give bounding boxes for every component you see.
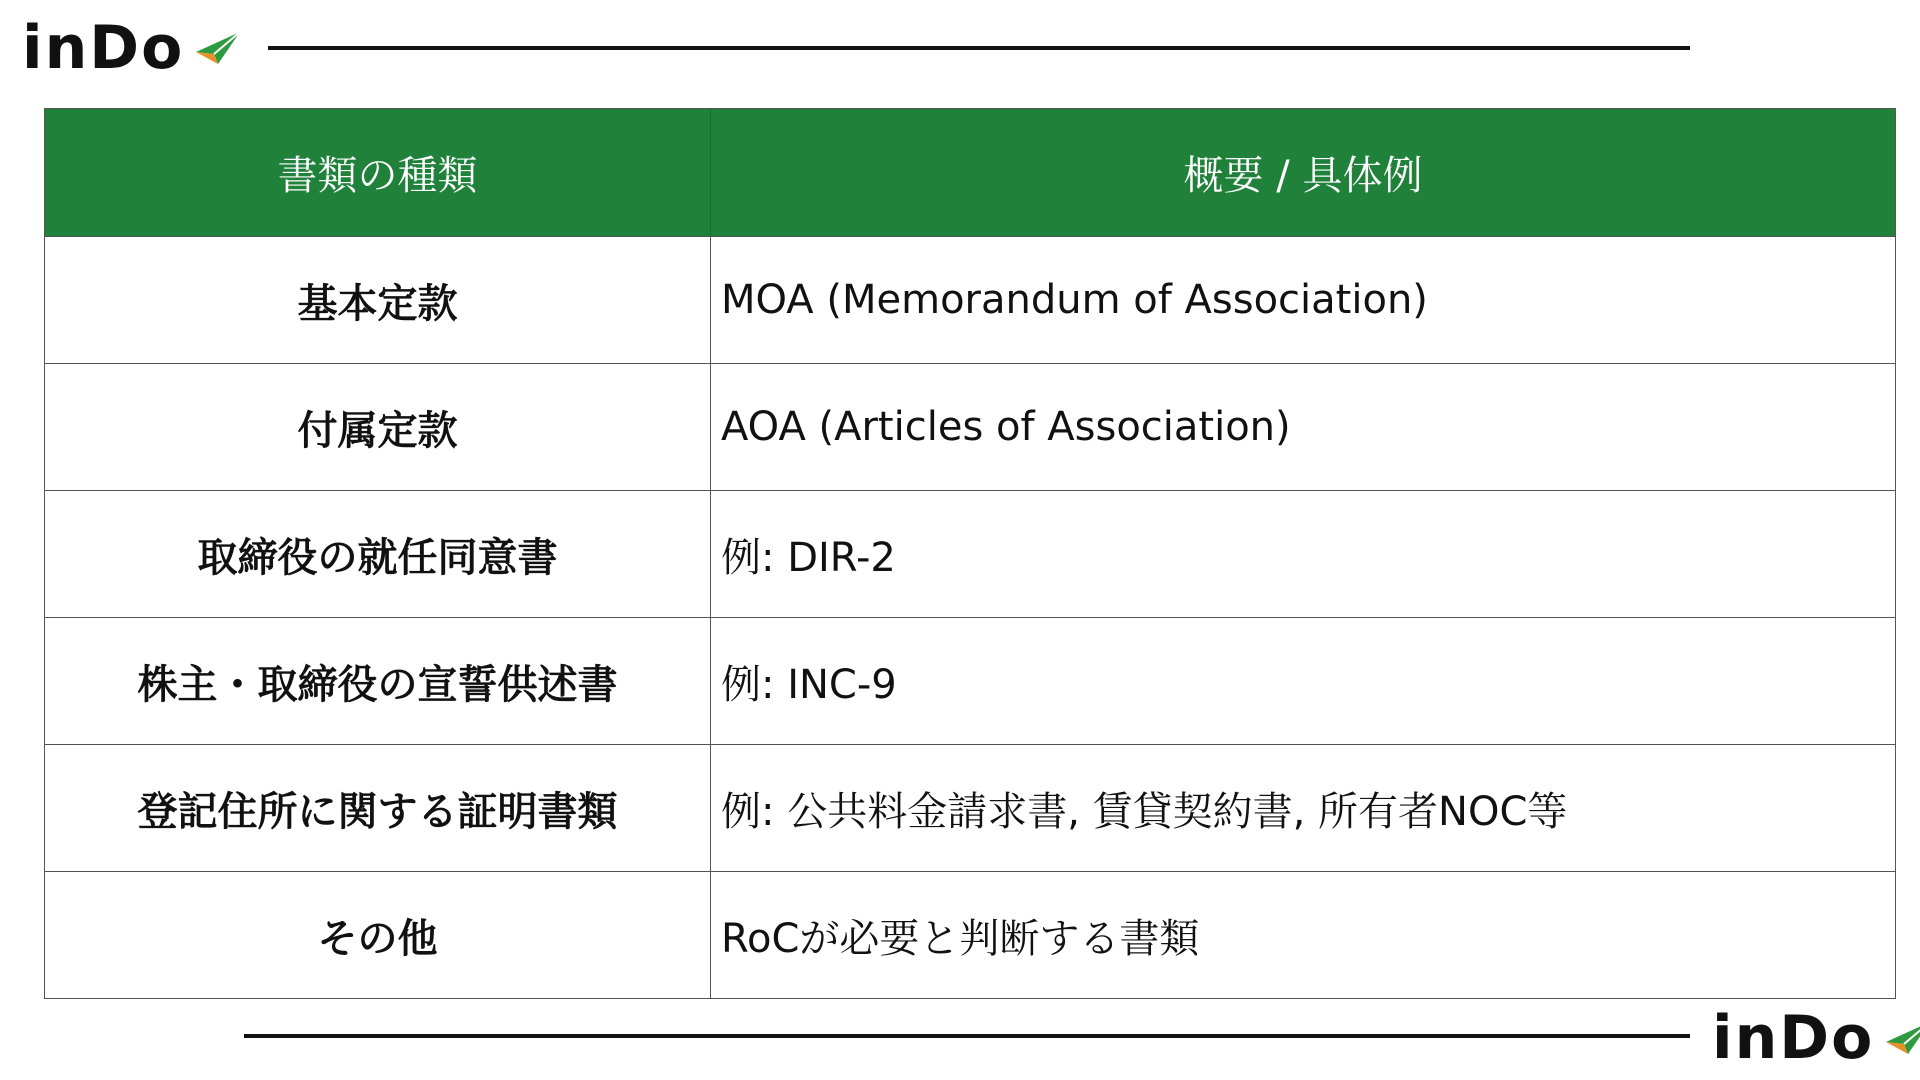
logo-bottom <box>1712 1003 1920 1073</box>
header-type: 書類の種類 <box>45 109 711 236</box>
paper-plane-icon <box>1884 1020 1920 1056</box>
table-row <box>45 744 1895 871</box>
cell-type: その他 <box>45 872 711 998</box>
table-row <box>45 236 1895 363</box>
cell-type: 付属定款 <box>45 364 711 490</box>
documents-table <box>44 108 1896 999</box>
cell-summary: 例: DIR-2 <box>721 534 896 581</box>
top-rule <box>268 46 1690 50</box>
cell-summary: 例: INC-9 <box>721 661 897 708</box>
cell-type: 株主・取締役の宣誓供述書 <box>45 618 711 744</box>
table-header-row <box>45 109 1895 236</box>
logo-text: inDo <box>1712 1003 1875 1073</box>
table-row <box>45 490 1895 617</box>
header-summary: 概要 / 具体例 <box>1183 153 1423 199</box>
cell-summary: MOA (Memorandum of Association) <box>721 277 1428 323</box>
cell-type: 登記住所に関する証明書類 <box>45 745 711 871</box>
cell-type: 基本定款 <box>45 237 711 363</box>
logo-text: inDo <box>22 13 185 83</box>
cell-summary: RoCが必要と判断する書類 <box>721 915 1200 962</box>
cell-summary: 例: 公共料金請求書, 賃貸契約書, 所有者NOC等 <box>721 788 1568 835</box>
table-row <box>45 363 1895 490</box>
table-row <box>45 617 1895 744</box>
cell-type: 取締役の就任同意書 <box>45 491 711 617</box>
paper-plane-icon <box>194 30 242 66</box>
cell-summary: AOA (Articles of Association) <box>721 404 1291 450</box>
bottom-rule <box>244 1034 1690 1038</box>
table-row <box>45 871 1895 998</box>
logo-top <box>22 13 242 83</box>
